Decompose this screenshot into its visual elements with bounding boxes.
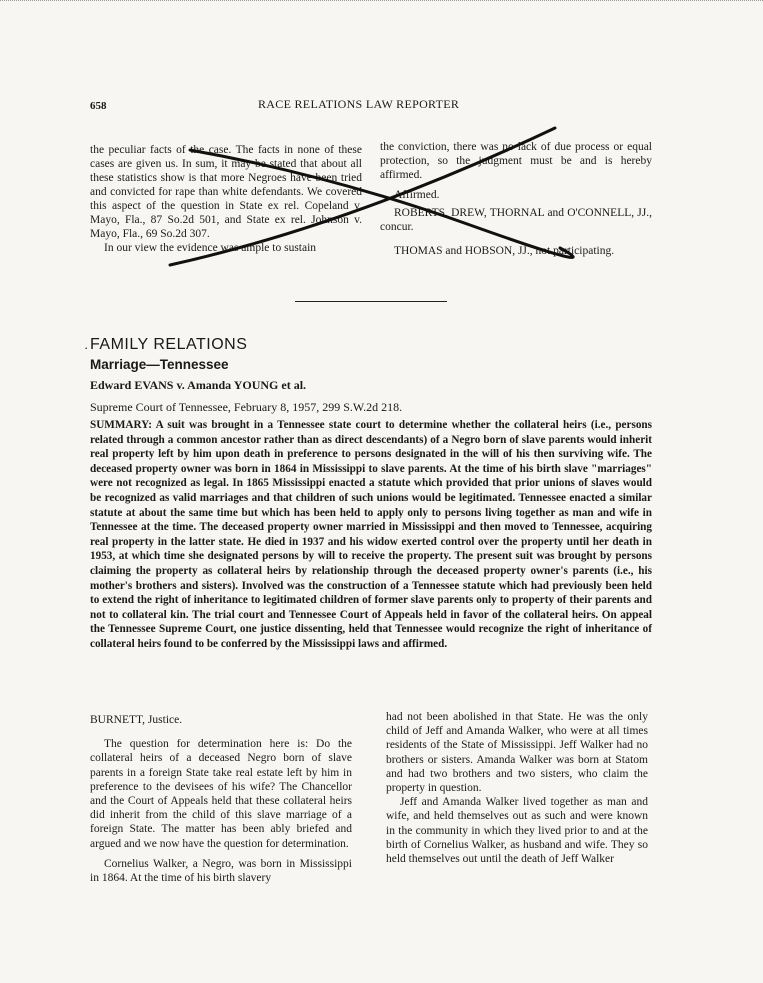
concurring-justices: ROBERTS, DREW, THORNAL and O'CONNELL, JJ., concur. — [380, 207, 652, 233]
previous-case-continuation: the conviction, there was no lack of due process or equal protection, so the judgment must be and is hereby affirmed. — [380, 141, 652, 181]
case-title: Edward EVANS v. Amanda YOUNG et al. — [90, 378, 307, 392]
section-divider — [295, 301, 447, 302]
page-number: 658 — [90, 100, 107, 112]
opinion-author: BURNETT, Justice. — [90, 714, 183, 726]
running-head: RACE RELATIONS LAW REPORTER — [258, 97, 460, 111]
margin-mark: · — [84, 340, 89, 355]
opinion-paragraph: had not been abolished in that State. He was the only child of Jeff and Amanda Walker, who were at all times residents of the State of Mississippi. Jeff Walker had no brothers or sisters. Amanda Walker was born at Statom and had two brothers and two sisters, who claim the property in question. — [386, 711, 648, 795]
opinion-paragraph: The question for determination here is: Do the collateral heirs of a deceased Negro born of slave parents in a foreign State take real estate left by him in preference to the devisees of his wife? The Chancellor and the Court of Appeals held that these collateral heirs did inherit from the child of this slave marriage of a foreign State. The matter has been ably briefed and argued and we now have the question for determination. — [90, 738, 352, 850]
opinion-left-column — [90, 713, 352, 885]
not-participating-justices: THOMAS and HOBSON, JJ., not participating. — [394, 245, 615, 257]
previous-case-right-column — [380, 140, 652, 258]
opinion-paragraph: Cornelius Walker, a Negro, was born in Mississippi in 1864. At the time of his birth slavery — [90, 857, 352, 885]
previous-case-paragraph: In our view the evidence was ample to sustain — [104, 242, 317, 254]
subsection-title: Marriage—Tennessee — [90, 357, 229, 372]
opinion-right-column — [386, 710, 648, 866]
case-summary: SUMMARY: A suit was brought in a Tennessee state court to determine whether the collateral heirs (i.e., persons related through a common ancestor rather than as direct descendants) of a Negro born of slave parents would inherit real property left by him upon death in preference to persons designated in the will of his then surviving wife. The deceased property owner was born in 1864 in Mississippi to slave parents. At the time of his birth slave "marriages" were not recognized as legal. In 1865 Mississippi enacted a statute which provided that prior unions of slaves would be recognized as valid marriages and that children of such unions would be legitimated. Tennessee enacted a similar statute at about the same time but which has been held to apply only to persons living together as man and wife in Tennessee at the time. The deceased property owner married in Mississippi and then moved to Tennessee, acquiring real property in the latter state. He died in 1937 and his widow exerted control over the property until her death in 1953, at which time she designated persons by will to receive the property. The present suit was brought by persons claiming the property as collateral heirs by relationship through the deceased property owner's parents (i.e., his mother's brothers and sisters). Involved was the construction of a Tennessee statute which had previously been held to extend the right of inheritance to legitimated children of former slave parents only to property of their parents and not to collateral kin. The trial court and Tennessee Court of Appeals held in favor of the collateral heirs. On appeal the Tennessee Supreme Court, one justice dissenting, held that Tennessee would recognize the right of inheritance of collateral heirs found to be conferred by the Mississippi laws and affirmed. — [90, 419, 652, 650]
case-citation: Supreme Court of Tennessee, February 8, 1957, 299 S.W.2d 218. — [90, 400, 403, 414]
scan-edge — [0, 0, 763, 2]
previous-case-paragraph: the peculiar facts of the case. The facts in none of these cases are given us. In sum, it may be stated that about all these statistics show is that more Negroes have been tried and convicted for rape than white defendants. We covered this aspect of the question in State ex rel. Copeland v. Mayo, Fla., 87 So.2d 501, and State ex rel. Johnson v. Mayo, Fla., 69 So.2d 307. — [90, 144, 362, 240]
previous-case-left-column — [90, 143, 362, 255]
opinion-paragraph: Jeff and Amanda Walker lived together as man and wife, and held themselves out as such and were known in the community in which they lived prior to and at the birth of Cornelius Walker, as husband and wife. They so held themselves out until the death of Jeff Walker — [386, 796, 648, 866]
affirmed-line: Affirmed. — [394, 189, 440, 201]
section-title: FAMILY RELATIONS — [90, 336, 248, 353]
